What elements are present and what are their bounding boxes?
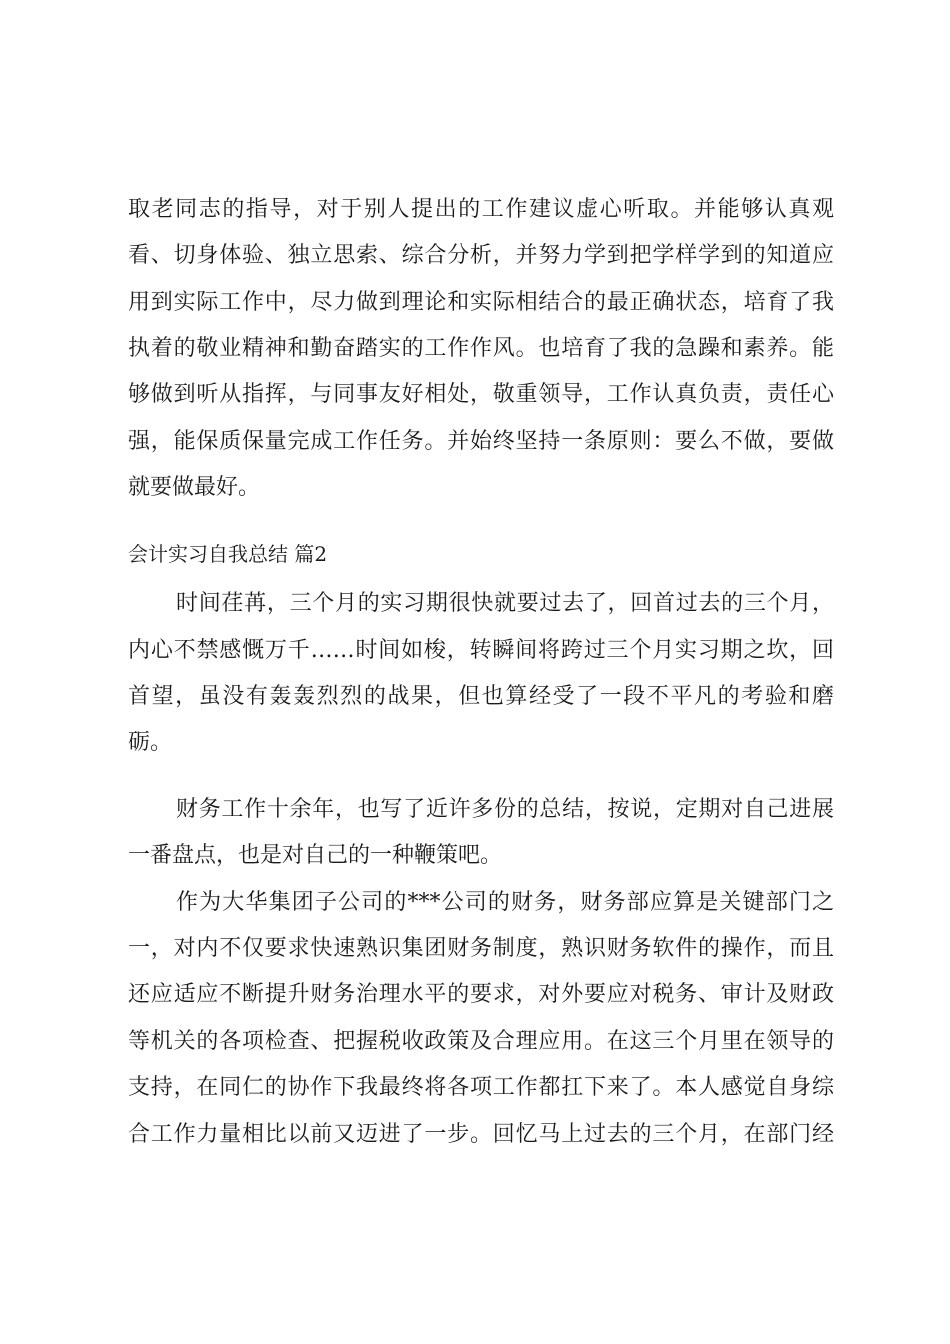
paragraph-3-line-2: 一番盘点，也是对自己的一种鞭策吧。	[128, 843, 503, 868]
paragraph-1-line-5: 够做到听从指挥，与同事友好相处，敬重领导，工作认真负责，责任心	[128, 382, 834, 407]
paragraph-4-line-1: 作为大华集团子公司的***公司的财务，财务部应算是关键部门之	[176, 890, 834, 915]
paragraph-1-line-3: 用到实际工作中，尽力做到理论和实际相结合的最正确状态，培育了我	[128, 290, 834, 315]
paragraph-1-line-1: 取老同志的指导，对于别人提出的工作建议虚心听取。并能够认真观	[128, 197, 834, 222]
section-heading: 会计实习自我总结 篇2	[128, 542, 328, 566]
paragraph-4-line-6: 合工作力量相比以前又迈进了一步。回忆马上过去的三个月，在部门经	[128, 1122, 834, 1147]
paragraph-1-line-6: 强，能保质保量完成工作任务。并始终坚持一条原则：要么不做，要做	[128, 429, 834, 454]
paragraph-1-line-4: 执着的敬业精神和勤奋踏实的工作作风。也培育了我的急躁和素养。能	[128, 336, 834, 361]
paragraph-2-line-3: 首望，虽没有轰轰烈烈的战果，但也算经受了一段不平凡的考验和磨	[128, 684, 834, 709]
paragraph-2-line-2: 内心不禁感慨万千……时间如梭，转瞬间将跨过三个月实习期之坎，回	[128, 638, 834, 663]
paragraph-1-line-2: 看、切身体验、独立思索、综合分析，并努力学到把学样学到的知道应	[128, 243, 834, 268]
paragraph-1-line-7: 就要做最好。	[128, 475, 261, 500]
paragraph-4-line-4: 等机关的各项检查、把握税收政策及合理应用。在这三个月里在领导的	[128, 1029, 834, 1054]
paragraph-4-line-5: 支持，在同仁的协作下我最终将各项工作都扛下来了。本人感觉自身综	[128, 1075, 834, 1100]
paragraph-4-line-3: 还应适应不断提升财务治理水平的要求，对外要应对税务、审计及财政	[128, 982, 834, 1007]
paragraph-3-line-1: 财务工作十余年，也写了近许多份的总结，按说，定期对自己进展	[176, 797, 834, 822]
paragraph-2-line-4: 砺。	[128, 730, 173, 755]
paragraph-4-line-2: 一，对内不仅要求快速熟识集团财务制度，熟识财务软件的操作，而且	[128, 936, 834, 961]
paragraph-2-line-1: 时间荏苒，三个月的实习期很快就要过去了，回首过去的三个月，	[176, 591, 834, 616]
